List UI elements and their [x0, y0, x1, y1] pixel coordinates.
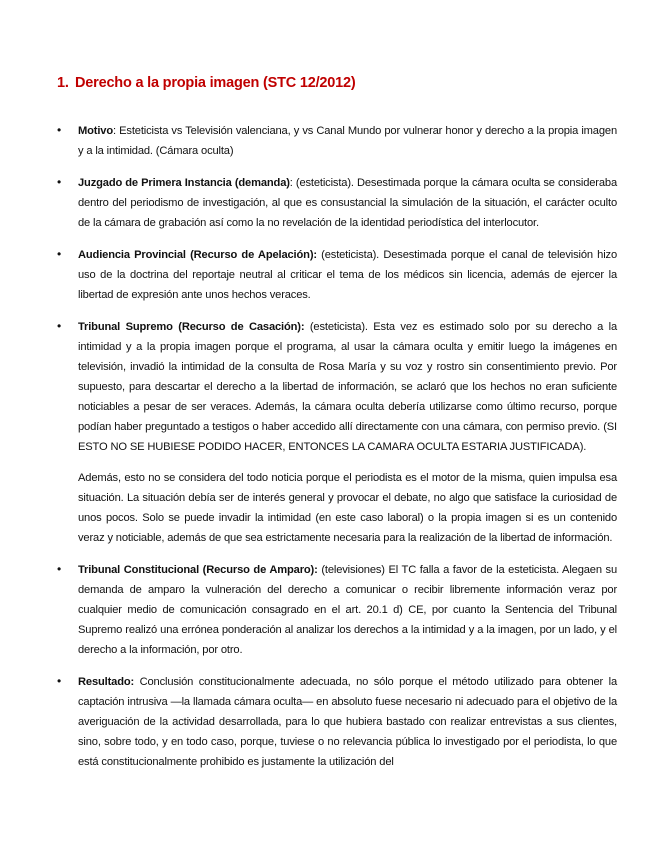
item-paragraph [78, 173, 617, 233]
item-lead: Resultado: [78, 676, 135, 688]
item-paragraph [78, 560, 617, 660]
item-continuation: Además, esto no se considera del todo noticia porque el periodista es el motor de la misma, quien impulsa esa situación. La situación debía ser de interés general y provocar el debate, no algo que satisface la curiosidad de unos pocos. Solo se puede invadir la intimidad (en este caso laboral) o la propia imagen si es un contenido veraz y noticiable, además de que sea estrictamente necesaria para la realización de la libertad de información. [78, 472, 617, 544]
list-item [55, 560, 617, 660]
item-lead: Motivo [78, 125, 113, 137]
item-lead: Juzgado de Primera Instancia (demanda) [78, 177, 290, 189]
bullet-list [55, 121, 617, 772]
item-text: (televisiones) El TC falla a favor de la esteticista. Alegaen su demanda de amparo la vulneración del derecho a comunicar o recibir libremente información veraz por cualquier medio de comunicación consagrado en el art. 20.1 d) CE, por cuanto la Sentencia del Tribunal Supremo realizó una errónea ponderación al analizar los derechos a la intimidad y a la imagen, por un lado, y el derecho a la información, por otro. [78, 564, 617, 656]
item-lead: Audiencia Provincial (Recurso de Apelación): [78, 249, 317, 261]
item-text: : (esteticista). Desestimada porque la cámara oculta se consideraba dentro del periodismo de investigación, al que es consustancial la simulación de la situación, el carácter oculto de la cámara de grabación así como la no revelación de la identidad periodística del interlocutor. [78, 177, 617, 229]
item-paragraph [78, 317, 617, 457]
bullet-icon: • [57, 674, 62, 688]
item-lead: Tribunal Constitucional (Recurso de Amparo): [78, 564, 318, 576]
item-text: : Esteticista vs Televisión valenciana, y vs Canal Mundo por vulnerar honor y derecho a la propia imagen y a la intimidad. (Cámara oculta) [78, 125, 617, 157]
bullet-icon: • [57, 319, 62, 333]
item-paragraph [78, 672, 617, 772]
list-item [55, 672, 617, 772]
list-item [55, 317, 617, 548]
section-title: Derecho a la propia imagen (STC 12/2012) [75, 75, 356, 91]
bullet-icon: • [57, 123, 62, 137]
bullet-icon: • [57, 562, 62, 576]
item-paragraph [78, 245, 617, 305]
item-text: Conclusión constitucionalmente adecuada, no sólo porque el método utilizado para obtener la captación intrusiva —la llamada cámara oculta— en absoluto fuese necesario ni adecuado para el objetivo de la averiguación de la actividad desarrollada, para lo que hubiera bastado con realizar entrevistas a sus clientes, sino, sobre todo, y en todo caso, porque, tuviese o no relevancia pública lo investigado por el periodista, lo que está constitucionalmente prohibido es justamente la utilización del [78, 676, 617, 768]
list-item [55, 245, 617, 305]
bullet-icon: • [57, 175, 62, 189]
list-item [55, 121, 617, 161]
list-item [55, 173, 617, 233]
section-heading [57, 75, 617, 91]
item-text: (esteticista). Desestimada porque el canal de televisión hizo uso de la doctrina del reportaje neutral al criticar el tema de los médicos sin licencia, además de ejercer la libertad de expresión ante unos hechos veraces. [78, 249, 617, 301]
item-paragraph [78, 121, 617, 161]
item-text: (esteticista). Esta vez es estimado solo por su derecho a la intimidad y a la propia imagen porque el programa, al usar la cámara oculta y emitir luego la imágenes en televisión, invadió la intimidad de la consulta de Rosa María y su voz y rostro sin consentimiento previo. Por supuesto, para descartar el derecho a la libertad de información, se aclaró que los hechos no eran suficiente noticiables a pesar de ser veraces. Además, la cámara oculta debería utilizarse como último recurso, porque podían haber preguntado a testigos o haber accedido allí directamente con una cámara, con permiso previo. (SI ESTO NO SE HUBIESE PODIDO HACER, ENTONCES LA CAMARA OCULTA ESTARIA JUSTIFICADA). [78, 321, 617, 453]
item-lead: Tribunal Supremo (Recurso de Casación): [78, 321, 305, 333]
section-number: 1. [57, 75, 69, 91]
bullet-icon: • [57, 247, 62, 261]
